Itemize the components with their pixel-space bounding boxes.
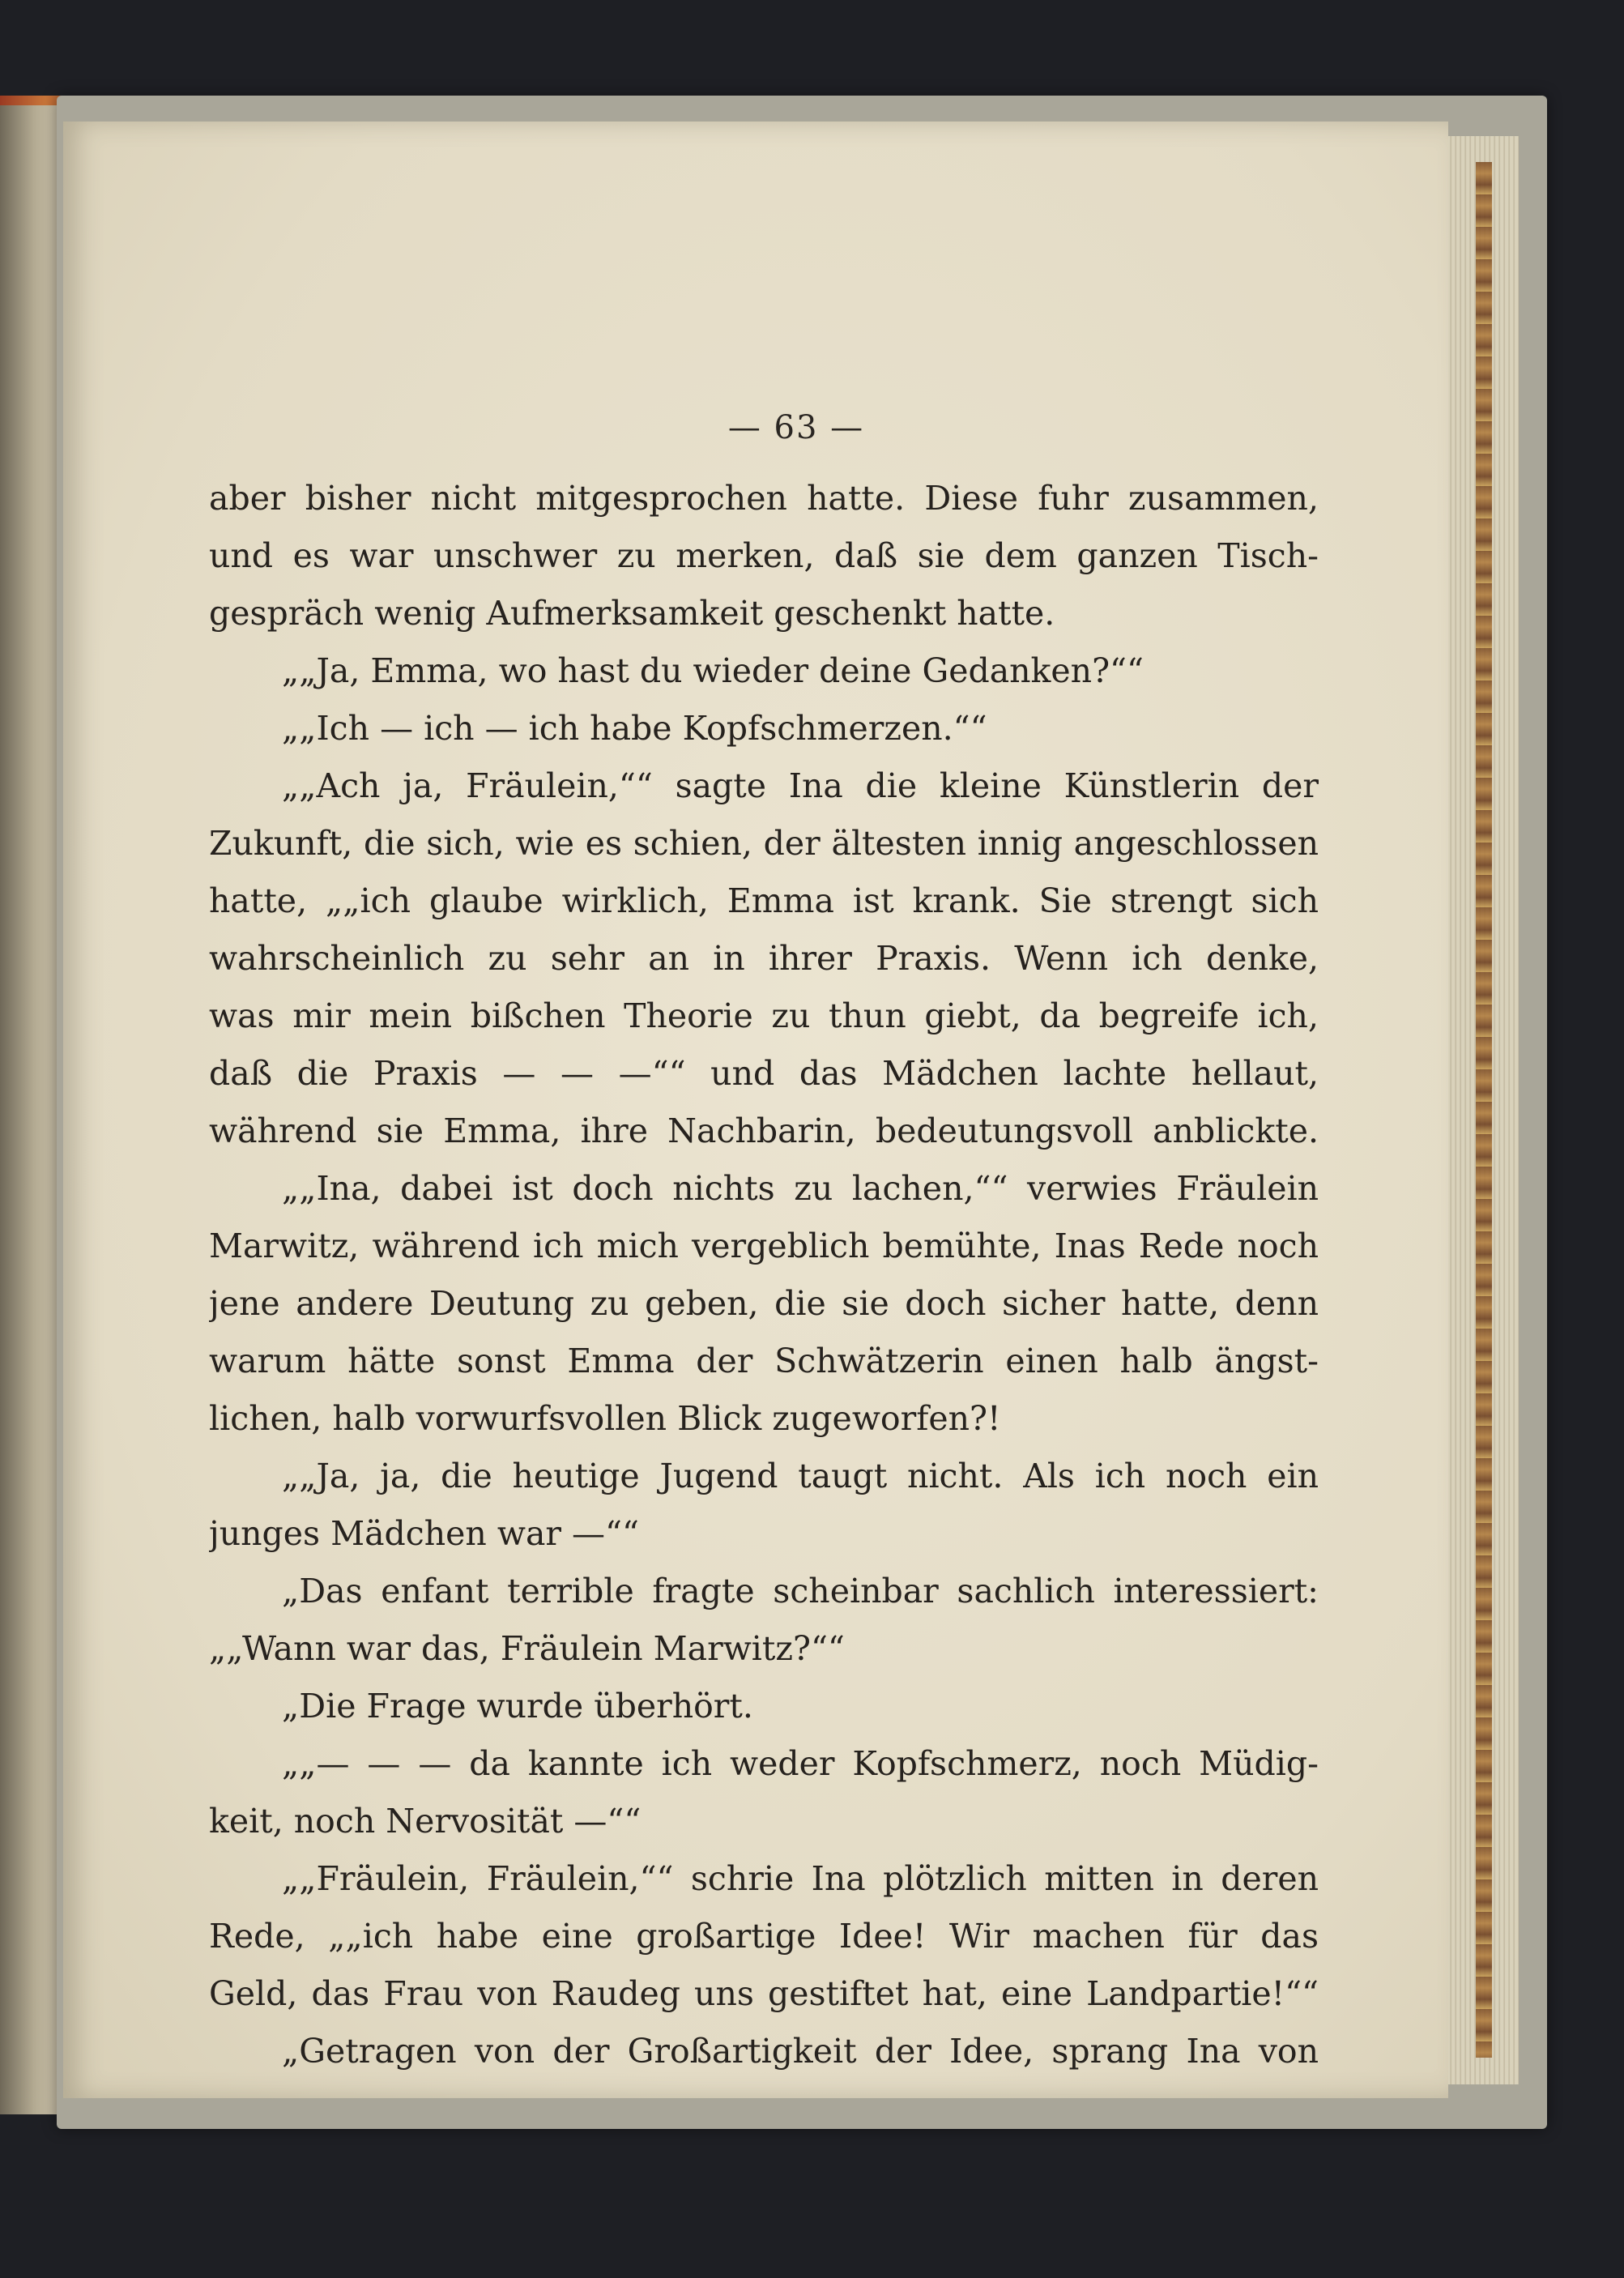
text-line: was mir mein bißchen Theorie zu thun giebt, da begreife ich, xyxy=(209,996,1319,1035)
body-text xyxy=(209,470,1319,2080)
text-line: Geld, das Frau von Raudeg uns gestiftet hat, eine Landpartie!““ xyxy=(209,1974,1319,2013)
text-line: jene andere Deutung zu geben, die sie doch sicher hatte, denn xyxy=(209,1284,1319,1323)
text-line: gespräch wenig Aufmerksamkeit geschenkt hatte. xyxy=(209,594,1055,633)
text-line: keit, noch Nervosität —““ xyxy=(209,1802,642,1841)
text-line: und es war unschwer zu merken, daß sie dem ganzen Tisch- xyxy=(209,536,1319,575)
text-line: „„Ja, Emma, wo hast du wieder deine Gedanken?““ xyxy=(282,651,1144,690)
text-line: während sie Emma, ihre Nachbarin, bedeutungsvoll anblickte. xyxy=(209,1111,1319,1150)
text-line: lichen, halb vorwurfsvollen Blick zugeworfen?! xyxy=(209,1399,1001,1438)
text-line: „„Ich — ich — ich habe Kopfschmerzen.““ xyxy=(282,709,987,748)
text-line: wahrscheinlich zu sehr an in ihrer Praxis. Wenn ich denke, xyxy=(209,939,1319,978)
text-line: „„Fräulein, Fräulein,““ schrie Ina plötzlich mitten in deren xyxy=(282,1859,1319,1898)
text-line: „Die Frage wurde überhört. xyxy=(282,1687,753,1726)
text-line: Zukunft, die sich, wie es schien, der ältesten innig angeschlossen xyxy=(209,824,1319,863)
text-line: Marwitz, während ich mich vergeblich bemühte, Inas Rede noch xyxy=(209,1226,1319,1265)
text-line: aber bisher nicht mitgesprochen hatte. Diese fuhr zusammen, xyxy=(209,479,1319,518)
text-line: Rede, „„ich habe eine großartige Idee! Wir machen für das xyxy=(209,1917,1319,1956)
text-line: „„Wann war das, Fräulein Marwitz?““ xyxy=(209,1629,845,1668)
page-number: — 63 — xyxy=(727,409,865,446)
text-line: „„— — — da kannte ich weder Kopfschmerz, noch Müdig- xyxy=(282,1744,1319,1783)
text-line: „Das enfant terrible fragte scheinbar sachlich interessiert: xyxy=(282,1572,1319,1610)
text-line: „„Ja, ja, die heutige Jugend taugt nicht. Als ich noch ein xyxy=(282,1457,1319,1495)
left-facing-page xyxy=(0,105,57,2114)
page-edge-decoration xyxy=(1476,162,1492,2058)
text-line: daß die Praxis — — —““ und das Mädchen lachte hellaut, xyxy=(209,1054,1319,1093)
text-line: hatte, „„ich glaube wirklich, Emma ist krank. Sie strengt sich xyxy=(209,881,1319,920)
text-line: „„Ach ja, Fräulein,““ sagte Ina die kleine Künstlerin der xyxy=(282,766,1319,805)
text-line: „Getragen von der Großartigkeit der Idee, sprang Ina von xyxy=(282,2032,1319,2071)
text-line: „„Ina, dabei ist doch nichts zu lachen,““ verwies Fräulein xyxy=(282,1169,1319,1208)
text-line: junges Mädchen war —““ xyxy=(209,1514,639,1553)
text-line: warum hätte sonst Emma der Schwätzerin einen halb ängst- xyxy=(209,1342,1319,1380)
book-page xyxy=(63,122,1448,2098)
